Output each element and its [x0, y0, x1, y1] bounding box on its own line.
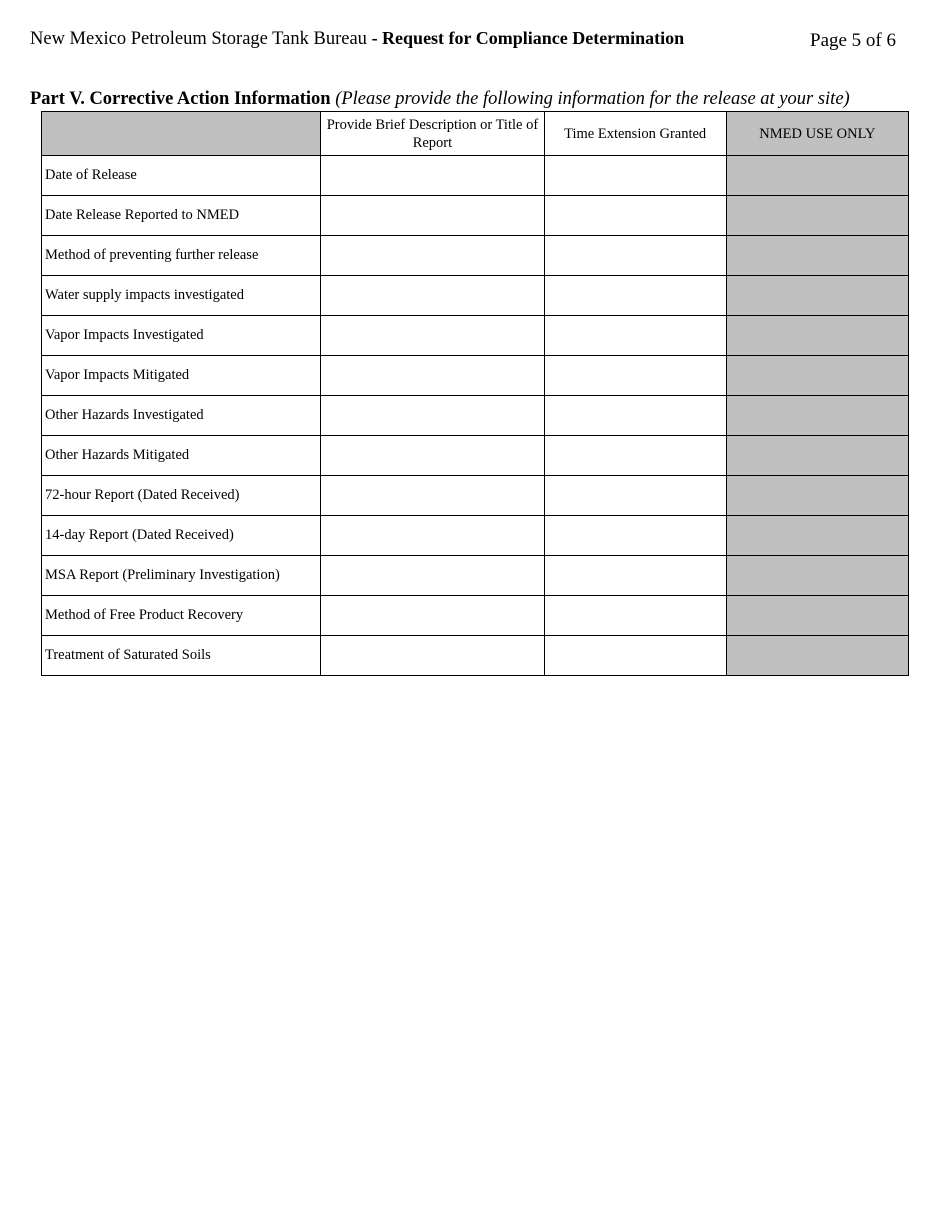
description-cell[interactable]: [321, 276, 544, 316]
description-cell[interactable]: [321, 476, 544, 516]
table-row: [42, 356, 909, 396]
row-label: Date of Release: [42, 156, 321, 196]
description-cell[interactable]: [321, 556, 544, 596]
time-extension-cell[interactable]: [544, 596, 726, 636]
section-title: [30, 89, 850, 110]
header-cell-nmed-use-only: NMED USE ONLY: [726, 112, 908, 156]
header-cell-item: [42, 112, 321, 156]
header-cell-time-extension: Time Extension Granted: [544, 112, 726, 156]
description-cell[interactable]: [321, 356, 544, 396]
row-label: Vapor Impacts Investigated: [42, 316, 321, 356]
row-label: Other Hazards Investigated: [42, 396, 321, 436]
corrective-action-table: [41, 111, 909, 676]
description-cell[interactable]: [321, 516, 544, 556]
row-label: Other Hazards Mitigated: [42, 436, 321, 476]
description-cell[interactable]: [321, 236, 544, 276]
time-extension-cell[interactable]: [544, 316, 726, 356]
time-extension-cell[interactable]: [544, 356, 726, 396]
description-cell[interactable]: [321, 436, 544, 476]
time-extension-cell[interactable]: [544, 236, 726, 276]
description-cell[interactable]: [321, 636, 544, 676]
header-cell-description: Provide Brief Description or Title of Report: [321, 112, 544, 156]
table-row: [42, 636, 909, 676]
time-extension-cell[interactable]: [544, 276, 726, 316]
table-row: [42, 236, 909, 276]
page-indicator: Page 5 of 6: [810, 30, 897, 51]
header-title: [30, 28, 684, 50]
table-header-row: [42, 112, 909, 156]
table-row: [42, 396, 909, 436]
row-label: Treatment of Saturated Soils: [42, 636, 321, 676]
page-header: [30, 28, 910, 52]
table-row: [42, 476, 909, 516]
table-body: [42, 156, 909, 676]
table-row: [42, 276, 909, 316]
nmed-use-only-cell: [726, 596, 908, 636]
nmed-use-only-cell: [726, 636, 908, 676]
nmed-use-only-cell: [726, 156, 908, 196]
description-cell[interactable]: [321, 316, 544, 356]
table-row: [42, 316, 909, 356]
nmed-use-only-cell: [726, 356, 908, 396]
table-row: [42, 516, 909, 556]
description-cell[interactable]: [321, 396, 544, 436]
description-cell[interactable]: [321, 196, 544, 236]
time-extension-cell[interactable]: [544, 436, 726, 476]
nmed-use-only-cell: [726, 276, 908, 316]
description-cell[interactable]: [321, 596, 544, 636]
nmed-use-only-cell: [726, 436, 908, 476]
nmed-use-only-cell: [726, 476, 908, 516]
nmed-use-only-cell: [726, 316, 908, 356]
row-label: Vapor Impacts Mitigated: [42, 356, 321, 396]
description-cell[interactable]: [321, 156, 544, 196]
request-title: - Request for Compliance Determination: [371, 28, 685, 48]
nmed-use-only-cell: [726, 236, 908, 276]
table-row: [42, 556, 909, 596]
row-label: 72-hour Report (Dated Received): [42, 476, 321, 516]
table-row: [42, 156, 909, 196]
time-extension-cell[interactable]: [544, 396, 726, 436]
row-label: Method of preventing further release: [42, 236, 321, 276]
time-extension-cell[interactable]: [544, 636, 726, 676]
row-label: MSA Report (Preliminary Investigation): [42, 556, 321, 596]
row-label: Date Release Reported to NMED: [42, 196, 321, 236]
nmed-use-only-cell: [726, 196, 908, 236]
time-extension-cell[interactable]: [544, 196, 726, 236]
time-extension-cell[interactable]: [544, 476, 726, 516]
nmed-use-only-cell: [726, 556, 908, 596]
row-label: Water supply impacts investigated: [42, 276, 321, 316]
section-instruction: (Please provide the following information for the release at your site): [335, 89, 850, 109]
time-extension-cell[interactable]: [544, 556, 726, 596]
table-row: [42, 596, 909, 636]
bureau-name: New Mexico Petroleum Storage Tank Bureau: [30, 29, 367, 49]
table-row: [42, 196, 909, 236]
nmed-use-only-cell: [726, 396, 908, 436]
time-extension-cell[interactable]: [544, 156, 726, 196]
row-label: 14-day Report (Dated Received): [42, 516, 321, 556]
nmed-use-only-cell: [726, 516, 908, 556]
time-extension-cell[interactable]: [544, 516, 726, 556]
table-row: [42, 436, 909, 476]
row-label: Method of Free Product Recovery: [42, 596, 321, 636]
section-heading: Part V. Corrective Action Information: [30, 89, 331, 109]
